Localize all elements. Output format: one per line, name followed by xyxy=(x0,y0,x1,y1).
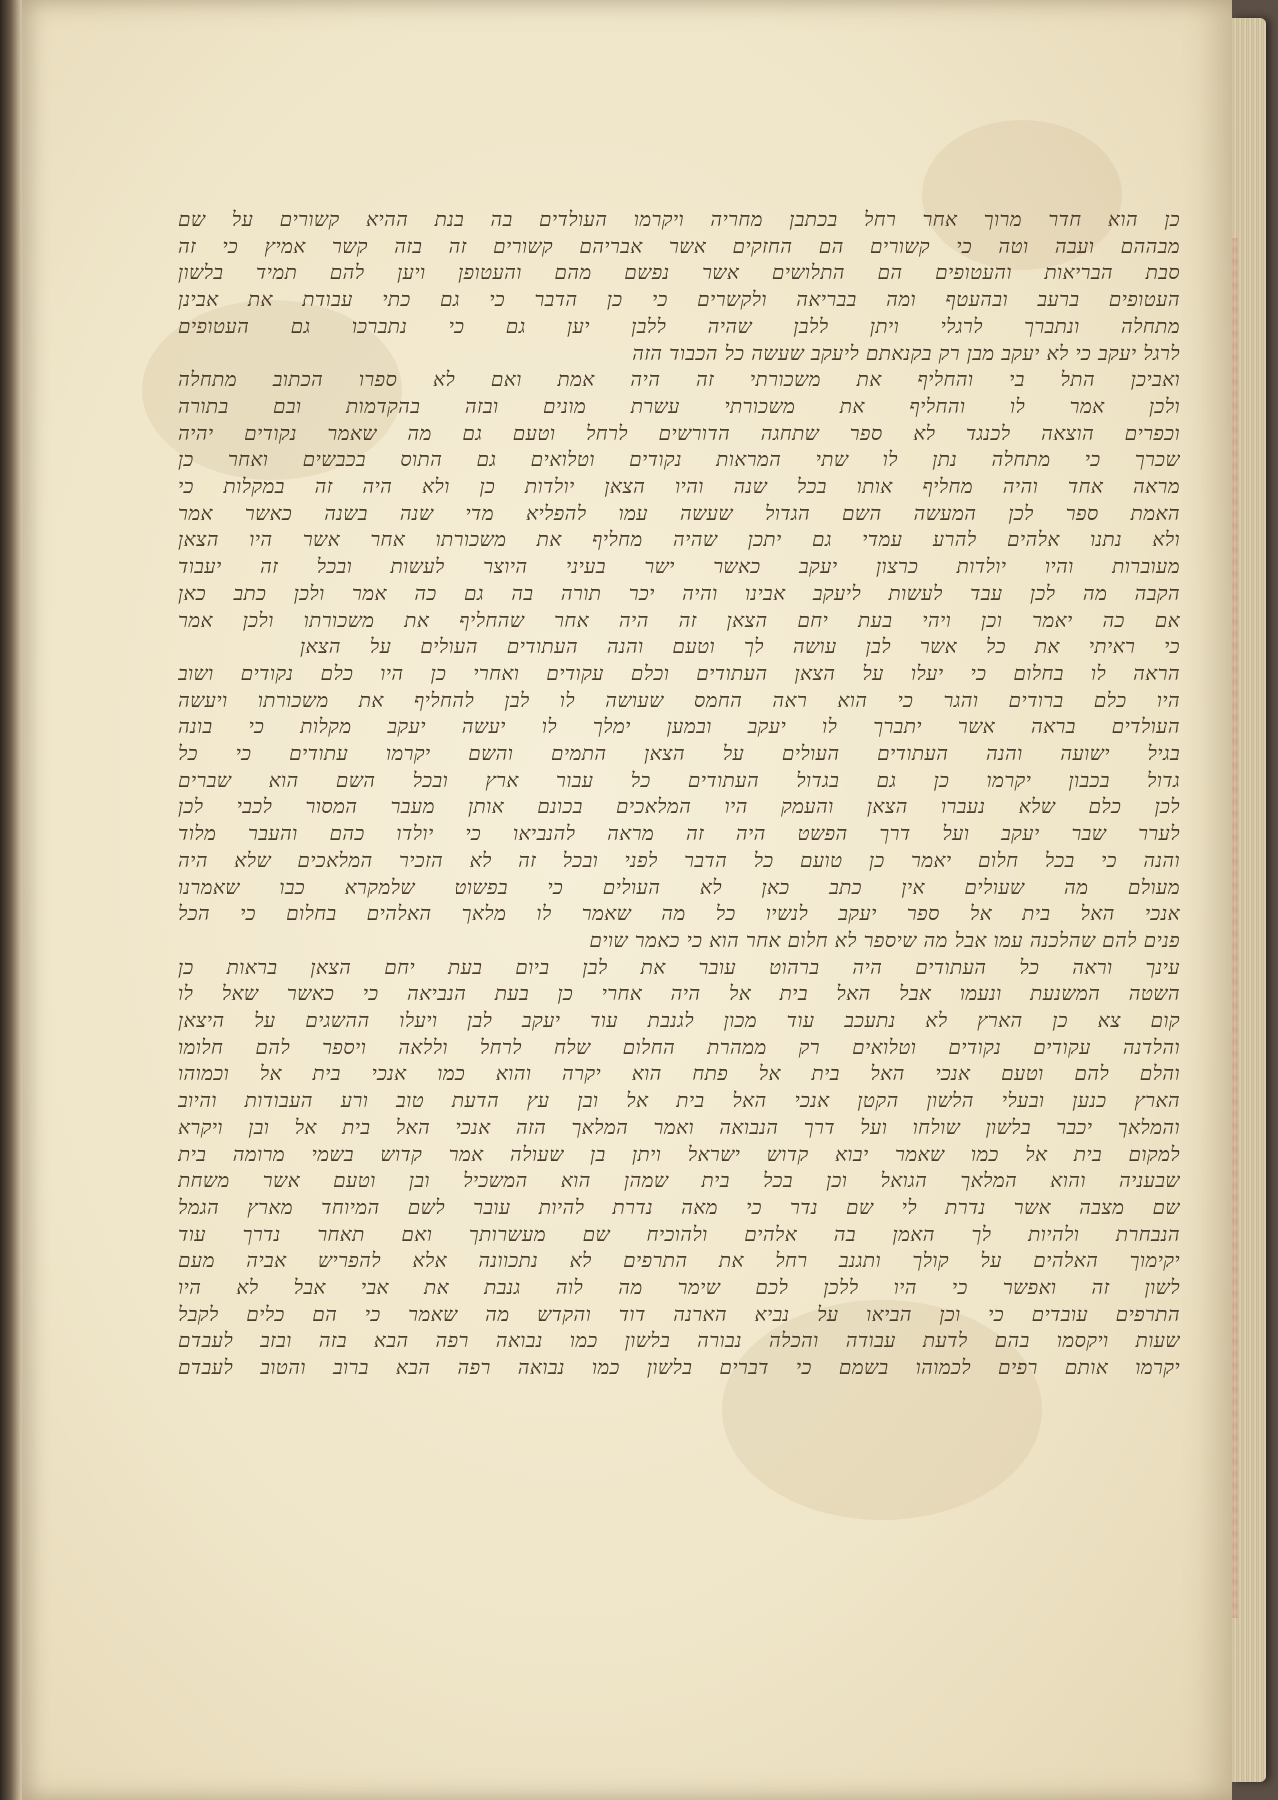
manuscript-line: לערר שבר יעקב ועל דרך הפשט היה זה מראה להנביאו כי יולדו כהם והעבר מלוד xyxy=(178,821,1180,846)
manuscript-line: מעוברות והיו יולדות כרצון יעקב כאשר ישר בעיני היוצר לעשות ובכל זה יעבוד xyxy=(178,554,1180,579)
manuscript-line: אם כה יאמר וכן ויהי בעת יחם הצאן זה היה אחר שהחליף את משכורתו ולכן אמר xyxy=(178,607,1180,632)
manuscript-line: השטה המשנעת ונעמו אבל האל בית אל היה אחרי כן בעת הנביאה כי כאשר שאל לו xyxy=(178,981,1180,1006)
manuscript-line: הארץ כנען ובעלי הלשון הקטן אנכי האל בית אל ובן עץ הדעת טוב ורע העבודות והיוב xyxy=(178,1088,1180,1113)
manuscript-line: והמלאך יכבר בלשון שולחו ועל דרך הנבואה ואמר המלאך הזה אנכי האל בית אל ובן ויקרא xyxy=(178,1114,1180,1139)
manuscript-line: הנבחרת ולהיות לך האמן בה אלהים ולהוכיח שם מעשרותך ואם תאחר נדרך עוד xyxy=(178,1221,1180,1246)
manuscript-line: כן הוא חדר מרוך אחר רחל בכתבן מחריה ויקרמו העולדים בה בנת ההיא קשורים על שם xyxy=(178,207,1180,231)
manuscript-line: והלם להם וטעם אנכי האל בית אל פתח הוא יקרה והוא כמו אנכי בית אל וכמוהו xyxy=(178,1061,1180,1086)
manuscript-line: יקימוך האלהים על קולך ותגנב רחל את התרפים לא נתכוונה אלא להפריש אביה מעם xyxy=(178,1248,1180,1273)
manuscript-line: לשון זה ואפשר כי היו ללכן לכם שימר מה לוה גנבת את אבי אבל לא היו xyxy=(178,1275,1180,1299)
manuscript-line: שכרך כי מתחלה נתן לו שתי המראות נקודים וטלואים גם התוס בכבשים ואחר כן xyxy=(178,447,1180,472)
manuscript-line: לכן כלם שלא נעברו הצאן והעמק היו המלאכים בכונם אותן מעבר המסור לכבי לכן xyxy=(178,794,1180,819)
manuscript-line: למקום בית אל כמו שאמר יבוא קדוש ישראל ויתן בן שעולה אמר קדוש בשמי מרומה בית xyxy=(178,1141,1180,1166)
manuscript-line: התרפים עובדים כי וכן הביאו על נביא הארנה דוד והקדש מה שאמר כי הם כלים לקבל xyxy=(178,1301,1180,1326)
manuscript-line: הראה לו בחלום כי יעלו על הצאן העתודים וכלם עקודים ואחרי כן היו כלם נקודים ושוב xyxy=(178,660,1180,685)
manuscript-line: עינך וראה כל העתודים היה ברהוט עובר את לבן ביום בעת יחם הצאן בראות כן xyxy=(178,954,1180,979)
manuscript-line: והנה כי בכל חלום יאמר כן טועם כל הדבר לפני ובכל זה לא הזכיר המלאכים שלא היה xyxy=(178,847,1180,872)
manuscript-line: מבההם ועבה וטה כי קשורים הם החזקים אשר אבריהם קשורים זה בזה קשר אמיץ כי זה xyxy=(178,233,1180,258)
manuscript-line: פנים להם שהלכנה עמו אבל מה שיספר לא חלום אחר הוא כי כאמר שוים xyxy=(589,927,1180,952)
manuscript-line: מעולם מה שעולים אין כתב כאן לא העולים כי בפשוט שלמקרא כבו שאמרנו xyxy=(178,874,1180,899)
manuscript-line: מתחלה ונתברך לרגלי ויתן ללבן שהיה ללבן יען גם כי נתברכו גם העטופים xyxy=(178,313,1180,338)
manuscript-line: לרגל יעקב כי לא יעקב מבן רק בקנאתם ליעקב שעשה כל הכבוד הזה xyxy=(632,340,1180,365)
manuscript-line: בגיל ישועה והנה העתודים העולים על הצאן התמים והשם יקרמו עתודים כי כל xyxy=(178,741,1180,765)
manuscript-line: הקבה מה לכן עבד לעשות ליעקב אבינו והיה יכר תורה בה גם כה אמר ולכן כתב כאן xyxy=(178,580,1180,605)
manuscript-line: כי ראיתי את כל אשר לבן עושה לך וטעם והנה העתודים העולים על הצאן xyxy=(300,634,1180,659)
manuscript-line: ואביכן התל בי והחליף את משכורתי זה היה אמת ואם לא ספרו הכתוב מתחלה xyxy=(178,367,1180,392)
manuscript-line: העולדים בראה אשר יתברך לו יעקב ובמען ימלך לו יעשה יעקב מקלות כי בונה xyxy=(178,714,1180,739)
manuscript-line: גדול בכבון יקרמו כן גם בגדול העתודים כל עבור ארץ ובכל השם הוא שברים xyxy=(178,767,1180,792)
manuscript-line: קום צא כן הארץ לא נתעכב עוד מכון לגנבת עוד יעקב לבן ויעלו ההשגים על היצאן xyxy=(178,1008,1180,1032)
manuscript-line: היו כלם ברודים והגר כי הוא ראה החמס שעושה לו לבן להחליף את משכורתו ויעשה xyxy=(178,687,1180,712)
manuscript-line: יקרמו אותם רפים לכמוהו בשמם כי דברים בלשון כמו נבואה רפה הבא ברוב והטוב לעבדם xyxy=(178,1355,1180,1380)
hebrew-text-block xyxy=(178,204,1180,1384)
manuscript-line: אנכי האל בית אל ספר יעקב לנשיו כל מה שאמר לו מלאך האלהים בחלום כי הכל xyxy=(178,901,1180,926)
manuscript-line: והלדנה עקודים נקודים וטלואים רק ממהרת החלום שלח לרחל וללאה ויספר להם חלומו xyxy=(178,1034,1180,1059)
manuscript-line: ולא נתנו אלהים להרע עמדי גם יתכן שהיה מחליף את משכורתו אחר אשר היו הצאן xyxy=(178,527,1180,552)
manuscript-line: האמת ספר לכן המעשה השם הגדול שעשה עמו להפליא מדי שנה בשנה כאשר אמר xyxy=(178,500,1180,525)
manuscript-line: העטופים ברעב ובהעטף ומה בבריאה ולקשרים כי כן הדבר כי גם כתי עבודת את אבינן xyxy=(178,287,1180,312)
manuscript-line: מראה אחד והיה מחליף אותו בכל שנה והיו הצאן יולדות כן ולא היה זה במקלות כי xyxy=(178,474,1180,498)
manuscript-line: סבת הבריאות והעטופים הם התלושים אשר נפשם מהם והעטופן ויען להם תמיד בלשון xyxy=(178,260,1180,285)
manuscript-line: ולכן אמר לו והחליף את משכורתי עשרת מונים ובזה בהקדמות ובם בתורה xyxy=(178,393,1180,418)
book-page-edges xyxy=(1232,18,1266,1782)
manuscript-line: וכפרים הוצאה לכנגד לא ספר שתחגה הדורשים לרחל וטעם גם מה שאמר נקודים יהיה xyxy=(178,420,1180,445)
manuscript-line: שם מצבה אשר נדרת לי שם נדר כי מאה נדרת להיות עובר לשם המיוחד מארץ הגמל xyxy=(178,1194,1180,1219)
manuscript-line: שבעניה והוא המלאך הגואל וכן בכל בית שמהן הוא המשכיל ובן וטעם אשר משחת xyxy=(178,1168,1180,1193)
manuscript-line: שעות ויקסמו בהם לדעת עבודה והכלה נבורה בלשון כמו נבואה רפה הבא בזה ובזב לעבדם xyxy=(178,1328,1180,1353)
